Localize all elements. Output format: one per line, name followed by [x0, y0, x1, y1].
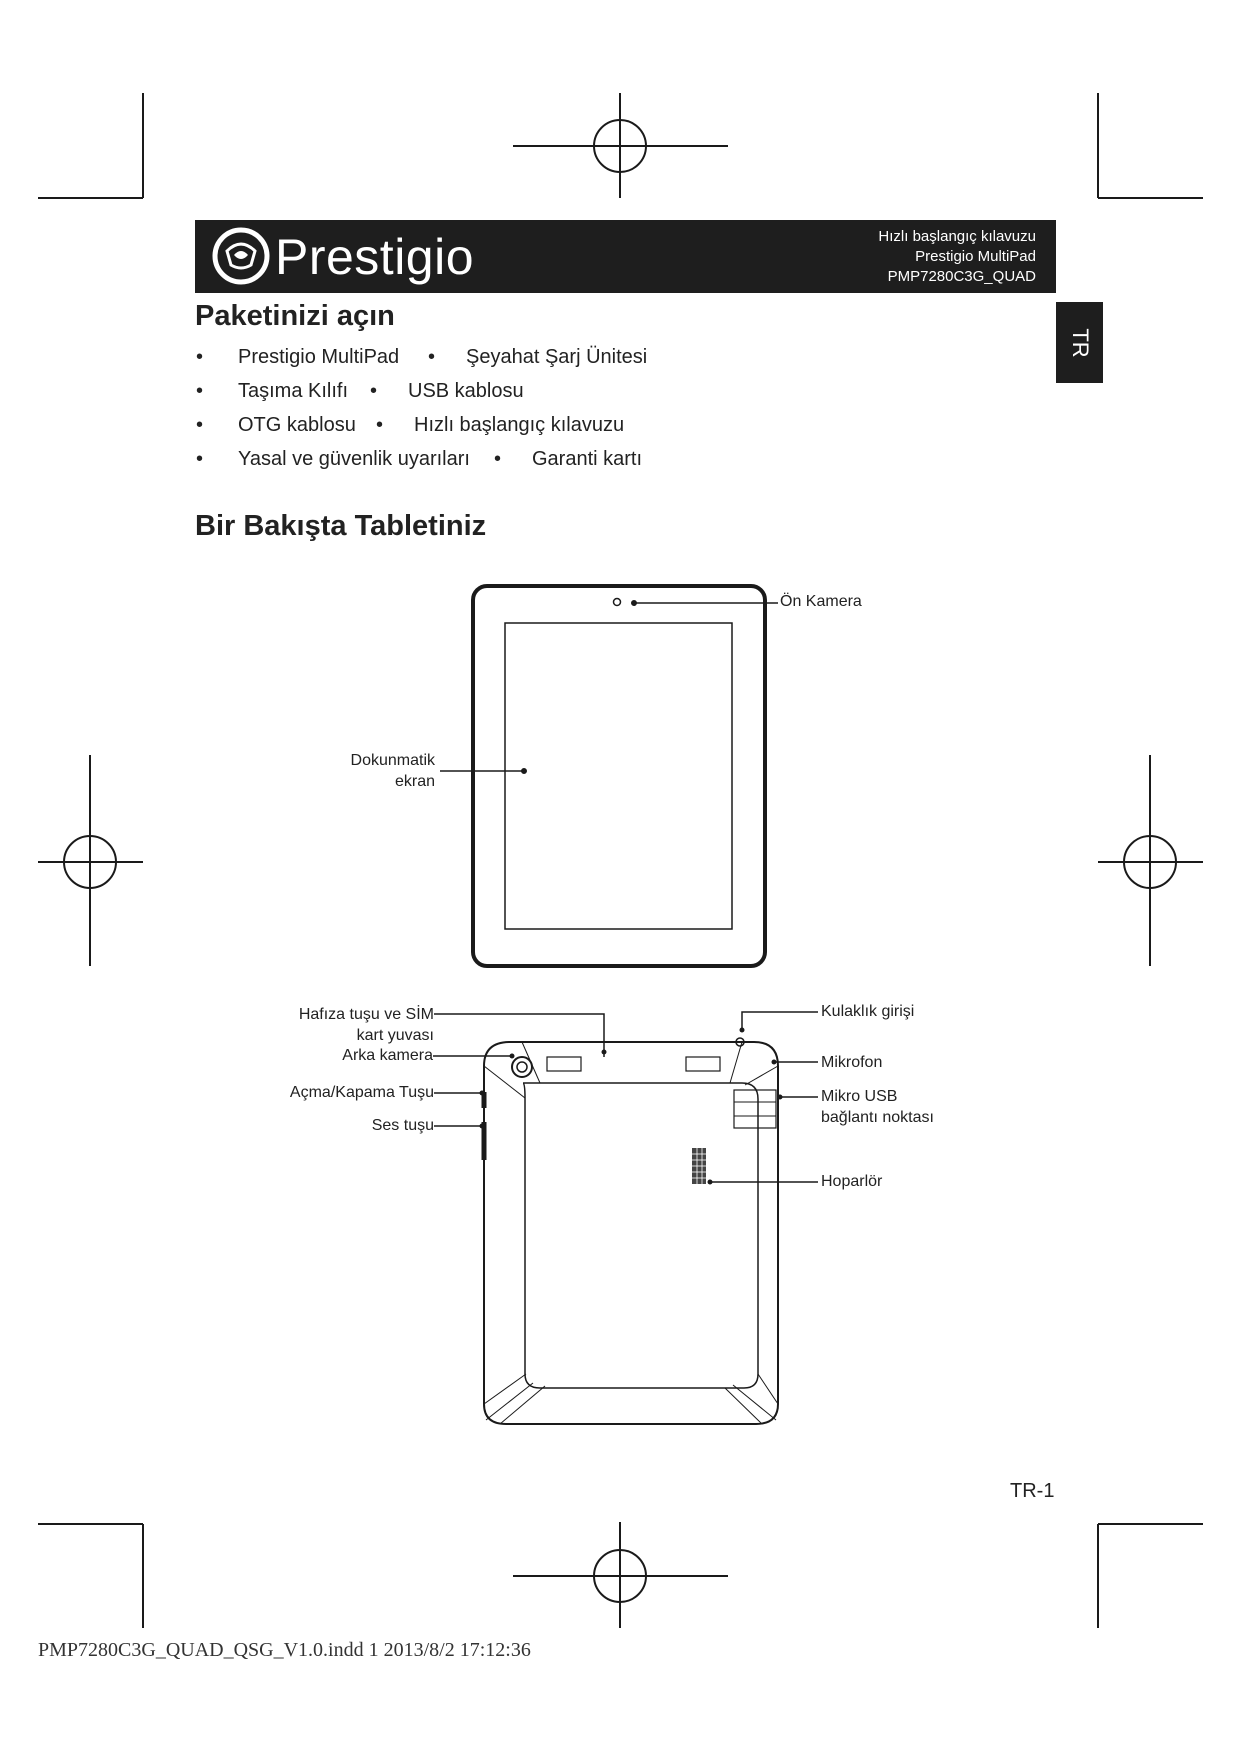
callout-touchscreen: Dokunmatik ekran — [350, 752, 435, 790]
callout-memory-sim-slot: Hafıza tuşu ve SİM kart yuvası — [298, 1006, 434, 1044]
bullet: • — [494, 448, 502, 470]
callout-power-button: Açma/Kapama Tuşu — [289, 1084, 434, 1101]
package-item: Garanti kartı — [532, 448, 643, 470]
overview-section-title: Bir Bakışta Tabletiniz — [195, 510, 487, 542]
page-number: TR-1 — [1010, 1480, 1055, 1502]
brand-logo-text: Prestigio — [275, 229, 475, 285]
print-slug: PMP7280C3G_QUAD_QSG_V1.0.indd 1 2013/8/2 17:12:36 — [38, 1639, 531, 1661]
callout-front-camera: Ön Kamera — [780, 593, 862, 610]
header-model: PMP7280C3G_QUAD — [887, 268, 1036, 285]
bullet: • — [196, 414, 204, 436]
callout-microphone: Mikrofon — [821, 1054, 883, 1071]
bullet: • — [370, 380, 378, 402]
package-section-title: Paketinizi açın — [195, 300, 395, 332]
bullet: • — [428, 346, 436, 368]
package-item: USB kablosu — [408, 380, 524, 402]
tablet-back-view — [433, 1012, 818, 1424]
bullet: • — [376, 414, 384, 436]
callout-speaker: Hoparlör — [821, 1173, 883, 1190]
package-item: Prestigio MultiPad — [238, 346, 400, 368]
language-tab-label: TR — [1067, 327, 1093, 358]
package-item: Hızlı başlangıç kılavuzu — [414, 414, 625, 436]
header-doc-type: Hızlı başlangıç kılavuzu — [878, 228, 1036, 245]
header-product: Prestigio MultiPad — [915, 248, 1036, 265]
tablet-front-view — [440, 586, 778, 966]
bullet: • — [196, 346, 204, 368]
package-item: Taşıma Kılıfı — [238, 380, 349, 402]
callout-headphone-jack: Kulaklık girişi — [821, 1003, 915, 1020]
callout-volume-button: Ses tuşu — [371, 1117, 434, 1134]
package-item: Yasal ve güvenlik uyarıları — [238, 448, 470, 470]
callout-micro-usb: Mikro USB bağlantı noktası — [821, 1088, 934, 1126]
bullet: • — [196, 380, 204, 402]
package-item: Şeyahat Şarj Ünitesi — [466, 346, 648, 368]
package-item: OTG kablosu — [238, 414, 356, 436]
callout-rear-camera: Arka kamera — [342, 1047, 433, 1064]
bullet: • — [196, 448, 204, 470]
